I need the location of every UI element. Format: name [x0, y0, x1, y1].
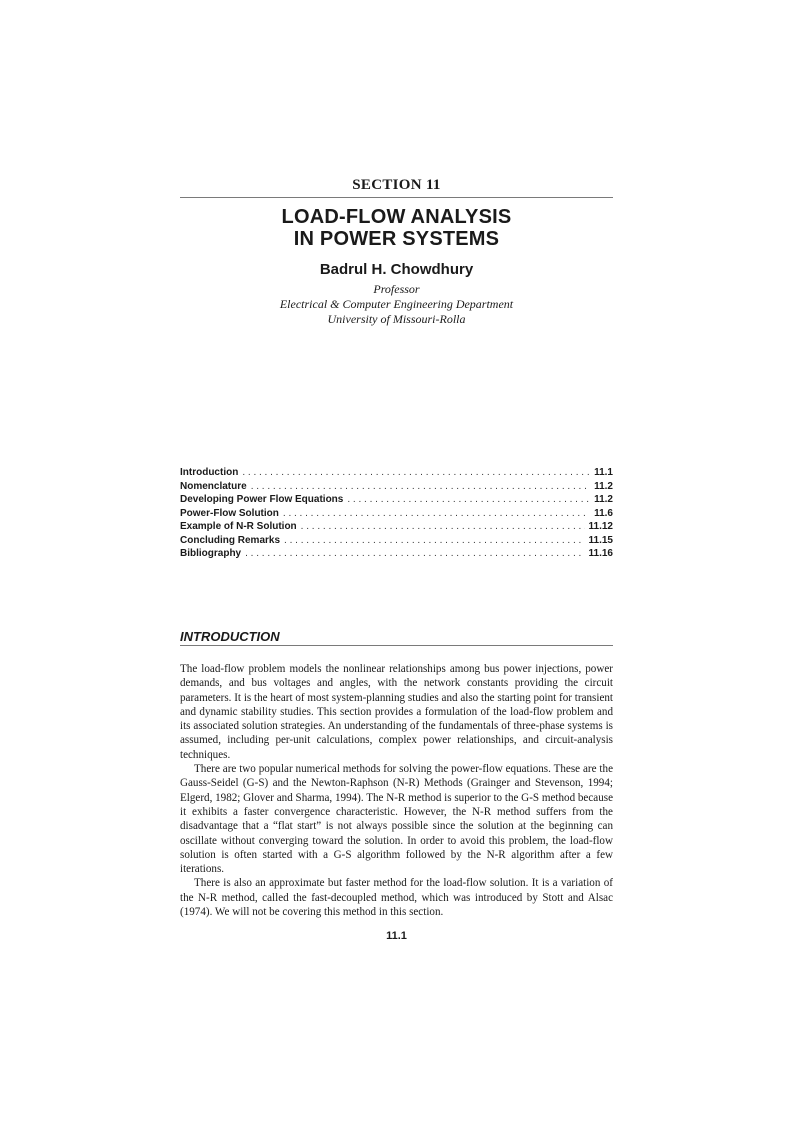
introduction-body — [180, 662, 613, 919]
toc-entry[interactable] — [180, 521, 613, 535]
toc-entry-label: Power-Flow Solution — [180, 507, 279, 519]
toc-leader-dots — [245, 548, 584, 559]
author-university: University of Missouri-Rolla — [327, 312, 466, 326]
toc-entry-label: Bibliography — [180, 548, 242, 559]
toc-entry-label: Example of N-R Solution — [180, 521, 297, 532]
author-name: Badrul H. Chowdhury — [319, 261, 474, 278]
toc-entry-label: Developing Power Flow Equations — [180, 494, 344, 505]
toc-entry[interactable] — [180, 467, 613, 481]
toc-entry[interactable] — [180, 535, 613, 549]
toc-entry[interactable] — [180, 548, 613, 562]
section-header: SECTION 11 — [352, 177, 441, 193]
toc-leader-dots — [347, 494, 589, 505]
toc-entry-label: Nomenclature — [180, 480, 247, 492]
chapter-title-line-1: LOAD-FLOW ANALYSIS — [281, 206, 512, 228]
heading-divider — [180, 645, 613, 646]
toc-leader-dots — [301, 521, 585, 532]
table-of-contents — [180, 467, 613, 562]
author-affiliation — [180, 282, 613, 327]
toc-entry-page: 11.2 — [594, 480, 613, 492]
toc-entry[interactable] — [180, 494, 613, 508]
toc-entry-page: 11.2 — [594, 494, 613, 505]
author-department: Electrical & Computer Engineering Department — [279, 297, 514, 311]
toc-leader-dots — [283, 508, 589, 519]
author-role: Professor — [373, 282, 420, 296]
toc-entry-page: 11.6 — [594, 507, 613, 519]
toc-leader-dots — [251, 481, 589, 492]
toc-entry-page: 11.12 — [588, 521, 613, 532]
toc-leader-dots — [284, 535, 584, 546]
body-paragraph: The load-flow problem models the nonlinear relationships among bus power injections, power demands, and bus voltages and angles, with the network constants providing the circuit parameters. It is the heart of most system-planning studies and also the starting point for transient and dynamic stability studies. This section provides a formulation of the load-flow problem and its associated solution strategies. An understanding of the fundamentals of three-phase systems is assumed, including per-unit calculations, complex power relationships, and circuit-analysis techniques. — [180, 663, 613, 761]
introduction-heading: INTRODUCTION — [180, 629, 280, 644]
chapter-title-line-2: IN POWER SYSTEMS — [293, 228, 500, 250]
body-paragraph: There is also an approximate but faster method for the load-flow solution. It is a variation of the N-R method, called the fast-decoupled method, which was introduced by Stott and Alsac (1974). We will not be covering this method in this section. — [180, 877, 613, 919]
toc-entry-label: Concluding Remarks — [180, 534, 281, 546]
body-paragraph: There are two popular numerical methods for solving the power-flow equations. These are the Gauss-Seidel (G-S) and the Newton-Raphson (N-R) Methods (Grainger and Stevenson, 1994; Elgerd, 1982; Glover and Sharma, 1994). The N-R method is superior to the G-S method because it exhibits a faster convergence characteristic. However, the N-R method suffers from the disadvantage that a “flat start” is not always possible since the solution at the beginning can oscillate without converging toward the solution. In order to avoid this problem, the load-flow solution is often started with a G-S algorithm followed by the N-R algorithm after a few iterations. — [180, 763, 613, 876]
toc-entry[interactable] — [180, 508, 613, 522]
toc-entry-page: 11.15 — [588, 534, 613, 546]
toc-entry-page: 11.16 — [588, 548, 613, 559]
page-number: 11.1 — [386, 930, 407, 942]
toc-leader-dots — [242, 467, 589, 478]
section-divider — [180, 197, 613, 198]
chapter-title — [180, 206, 613, 250]
toc-entry-page: 11.1 — [594, 467, 613, 478]
toc-entry[interactable] — [180, 481, 613, 495]
toc-entry-label: Introduction — [180, 467, 239, 478]
